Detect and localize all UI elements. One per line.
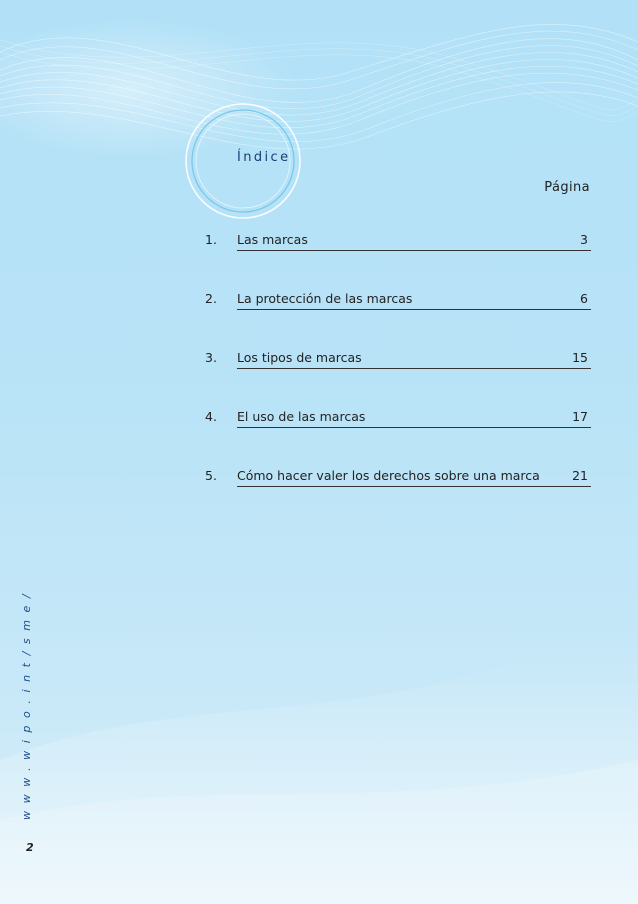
table-of-contents xyxy=(205,232,591,527)
vertical-url-text: www.wipo.int/sme/ xyxy=(20,586,33,820)
toc-item xyxy=(205,291,591,350)
toc-item-number: 1. xyxy=(205,232,217,247)
toc-item xyxy=(205,232,591,291)
page-number: 2 xyxy=(26,841,34,854)
toc-item-number: 4. xyxy=(205,409,217,424)
toc-item-label: Las marcas xyxy=(237,232,308,247)
toc-entry-link[interactable] xyxy=(237,291,591,310)
toc-item-page: 3 xyxy=(580,232,588,247)
toc-entry-link[interactable] xyxy=(237,350,591,369)
toc-entry-link[interactable] xyxy=(237,468,591,487)
toc-item-label: La protección de las marcas xyxy=(237,291,413,306)
toc-item-label: Cómo hacer valer los derechos sobre una marca xyxy=(237,468,540,483)
toc-item-number: 2. xyxy=(205,291,217,306)
toc-item-label: Los tipos de marcas xyxy=(237,350,362,365)
page-title: Índice xyxy=(237,150,291,165)
toc-item-label: El uso de las marcas xyxy=(237,409,366,424)
toc-entry-link[interactable] xyxy=(237,409,591,428)
toc-item-page: 15 xyxy=(572,350,588,365)
page-column-label: Página xyxy=(544,180,590,195)
toc-item xyxy=(205,350,591,409)
toc-item xyxy=(205,409,591,468)
toc-item-page: 17 xyxy=(572,409,588,424)
toc-item-page: 21 xyxy=(572,468,588,483)
toc-entry-link[interactable] xyxy=(237,232,591,251)
toc-item-number: 5. xyxy=(205,468,217,483)
toc-item xyxy=(205,468,591,527)
toc-item-number: 3. xyxy=(205,350,217,365)
toc-item-page: 6 xyxy=(580,291,588,306)
